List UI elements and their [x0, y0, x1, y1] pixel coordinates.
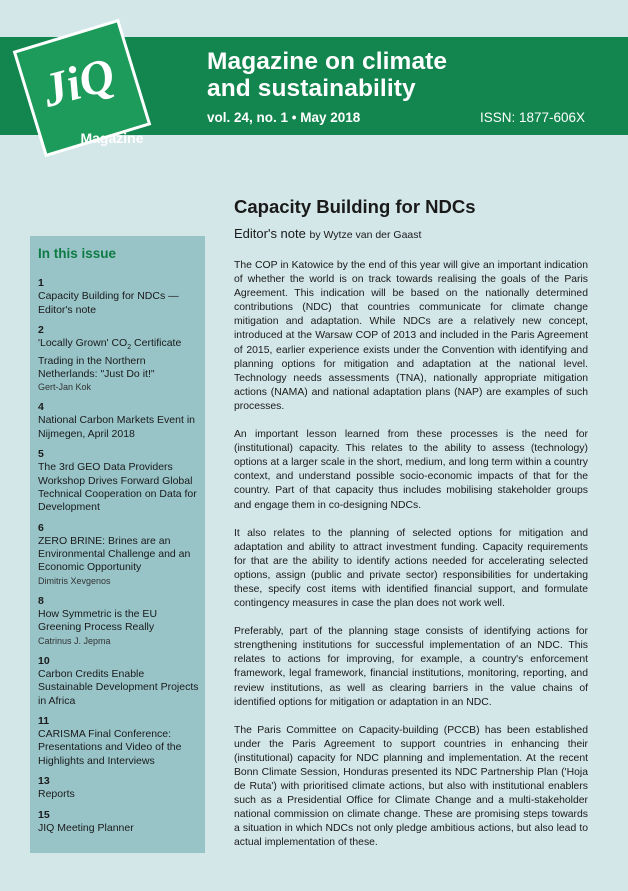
article-paragraph: The COP in Katowice by the end of this year will give an important indication of whether the world is on track towards realising the goals of the Paris Agreement. This indication will be based on the nationally determined contributions (NDC) that countries communicate for climate change mitigation and adaptation. While NDCs are a relatively new concept, introduced at the Warsaw COP of 2013 and included in the Paris Agreement of 2015, earlier experience exists under the Convention with identifying and planning options for mitigation and adaptation at the national level. Technology needs assessments (TNA), nationally appropriate mitigation actions (NAMA) and national adaptation plans (NAP) are examples of such processes.	[234, 260, 588, 412]
byline: by Wytze van der Gaast	[309, 229, 422, 241]
editor-note-label: Editor's note	[234, 226, 306, 241]
issn: ISSN: 1877-606X	[480, 110, 586, 125]
toc-page-number: 15	[38, 808, 50, 821]
toc-page-number: 2	[38, 323, 44, 336]
toc-author: Dimitris Xevgenos	[38, 575, 111, 586]
toc-entry[interactable]	[38, 775, 200, 802]
toc-entry[interactable]	[38, 401, 200, 441]
toc-page-number: 10	[38, 654, 50, 667]
magazine-title	[207, 48, 447, 102]
toc-page-number: 5	[38, 448, 44, 461]
toc-page-number: 13	[38, 775, 50, 787]
magazine-title-line1: Magazine on climate	[207, 48, 448, 75]
toc-entry[interactable]	[38, 448, 200, 514]
article-paragraph: The Paris Committee on Capacity-building (PCCB) has been established under the Paris Agreement to support countries in enhancing their (institutional) capacity for NDC planning and implementation. At the recent Bonn Climate Session, Honduras presented its NDC Partnership Plan ('Hoja de Ruta') with prioritised climate actions, but also with institutional enablers such as a Presidential Office for Climate Change and a multi-stakeholder national commission on climate change. These are promising steps towards a situation in which NDCs not only pledge ambitious actions, but also lead to actual implementation of these.	[234, 724, 588, 849]
in-this-issue-sidebar	[30, 236, 205, 853]
magazine-title-line2: and sustainability	[207, 75, 416, 102]
sidebar-heading: In this issue	[38, 246, 117, 261]
toc-page-number: 6	[38, 521, 44, 534]
toc-page-number: 1	[38, 277, 44, 289]
toc-entry[interactable]	[38, 277, 200, 317]
toc-entry[interactable]	[38, 522, 200, 588]
toc-entry[interactable]	[38, 655, 200, 708]
toc-title: National Carbon Markets Event in Nijmegen, April 2018	[38, 414, 195, 440]
toc-title: Capacity Building for NDCs — Editor's note	[38, 290, 179, 316]
article-paragraph: An important lesson learned from these processes is the need for (institutional) capacity. This relates to the ability to assess (technology) options at a larger scale in the short, medium, and long term within a country context, and understand possible socio-economic impacts of that for the country. Part of that capacity thus includes mobilising stakeholder groups and engage them in co-designing NDCs.	[234, 429, 588, 511]
toc-page-number: 4	[38, 401, 44, 414]
toc-title: Carbon Credits Enable Sustainable Development Projects in Africa	[38, 667, 199, 707]
article-paragraph: Preferably, part of the planning stage consists of identifying actions for strengthening institutions for successful implementation of an NDC. This relates to actions for improving, for example, a country's enforcement framework, legal framework, financial institutions, monitoring, reporting, and review institutions, as well as clearing barriers in the value chains of identified options for mitigation or adaptation in an NDC.	[234, 626, 588, 708]
logo-wordmark: JiQ	[36, 47, 121, 118]
toc-author: Catrinus J. Jepma	[38, 635, 111, 646]
logo-subtext: Magazine	[80, 130, 144, 146]
toc-title: JIQ Meeting Planner	[38, 821, 134, 834]
article-body	[234, 259, 588, 865]
article-title: Capacity Building for NDCs	[234, 196, 476, 217]
editor-note-line	[234, 226, 421, 241]
toc-entry[interactable]	[38, 324, 200, 394]
toc-title: How Symmetric is the EU Greening Process Really	[38, 608, 158, 634]
toc-page-number: 11	[38, 714, 50, 727]
toc-page-number: 8	[38, 594, 44, 607]
table-of-contents	[38, 277, 200, 842]
article-paragraph: It also relates to the planning of selected options for mitigation and adaptation and ability to attract investment funding. Capacity requirements for that are the ability to identify actions needed for accelerating selected options, assign (public and private sector) responsibilities for undertaking these, specify cost items with identified financial support, and formulate contingency measures in case the plan does not work well.	[234, 527, 588, 610]
toc-title: The 3rd GEO Data Providers Workshop Drives Forward Global Technical Cooperation on Data for Development	[38, 461, 197, 514]
toc-entry[interactable]	[38, 809, 200, 836]
jiq-logo	[12, 18, 152, 158]
toc-entry[interactable]	[38, 715, 200, 768]
volume-info: vol. 24, no. 1 • May 2018	[207, 110, 361, 125]
toc-title: Reports	[38, 788, 75, 801]
toc-title: ZERO BRINE: Brines are an Environmental Challenge and an Economic Opportunity	[38, 534, 191, 574]
toc-entry[interactable]	[38, 595, 200, 648]
toc-author: Gert-Jan Kok	[38, 382, 92, 393]
toc-title: CARISMA Final Conference: Presentations and Video of the Highlights and Interviews	[38, 728, 182, 767]
toc-title: 'Locally Grown' $CO_2$ Certificate Trading in the Northern Netherlands: "Just Do it!"	[38, 337, 182, 380]
